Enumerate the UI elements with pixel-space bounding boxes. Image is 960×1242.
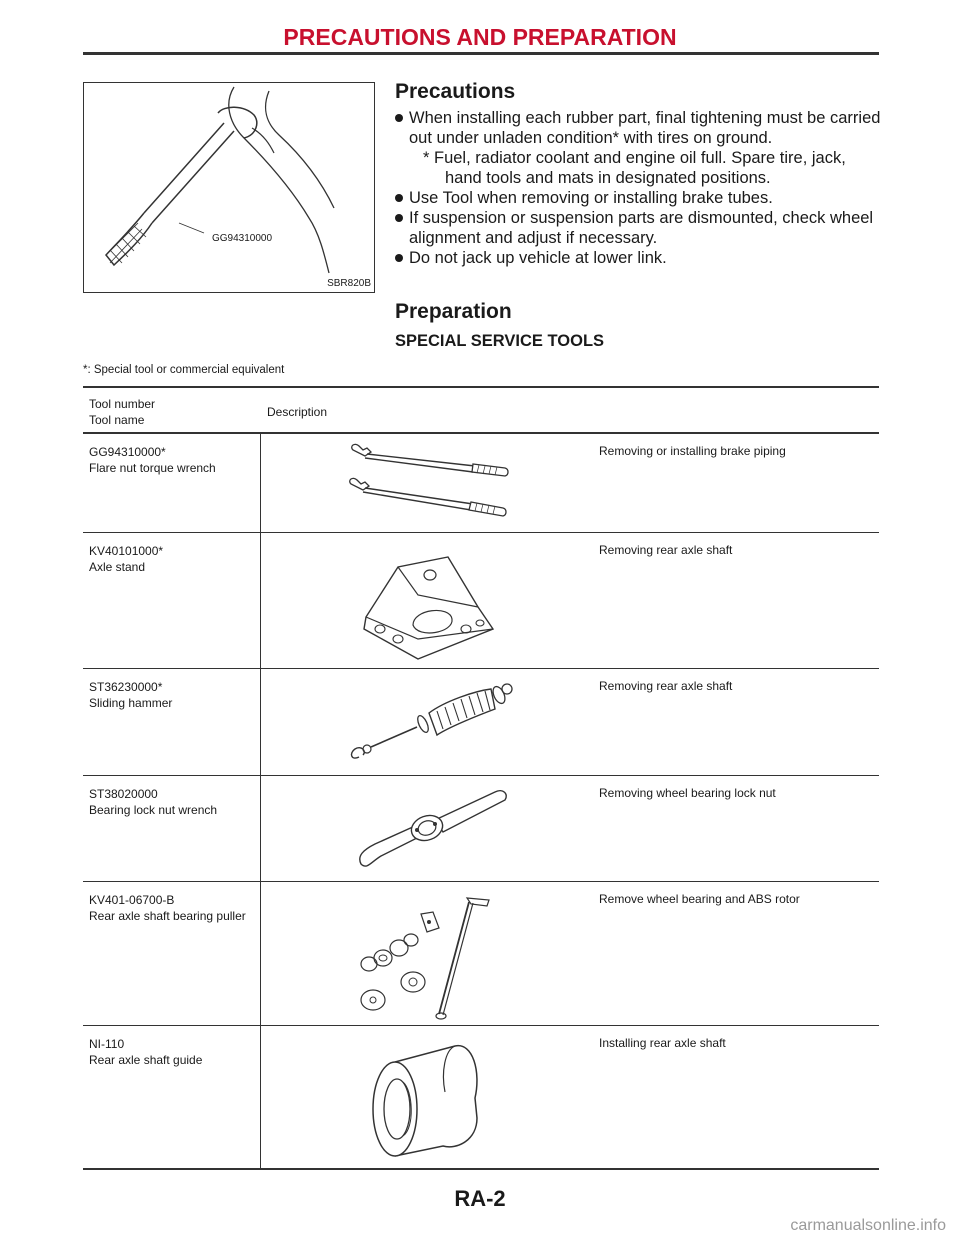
shaft-guide-icon — [365, 1042, 485, 1162]
preparation-heading: Preparation — [395, 300, 512, 323]
tool-cell — [89, 444, 257, 476]
precaution-text: If suspension or suspension parts are dismounted, check wheel alignment and adjust if necessary. — [409, 209, 874, 247]
table-top-rule — [83, 386, 879, 388]
precaution-text: Do not jack up vehicle at lower link. — [409, 249, 667, 267]
table-row — [83, 533, 879, 669]
tool-name: Sliding hammer — [89, 696, 173, 710]
tool-description: Remove wheel bearing and ABS rotor — [599, 892, 800, 906]
special-tools-note: *: Special tool or commercial equivalent — [83, 364, 285, 376]
list-item — [395, 188, 885, 208]
precaution-note: * Fuel, radiator coolant and engine oil full. Spare tire, jack, hand tools and mats in designated positions. — [423, 149, 846, 187]
figure-callout: GG94310000 — [212, 233, 273, 244]
bullet-icon — [395, 194, 403, 202]
bullet-icon — [395, 214, 403, 222]
tool-description: Installing rear axle shaft — [599, 1036, 726, 1050]
column-header-tool-number: Tool number — [89, 397, 156, 411]
tool-cell — [89, 679, 257, 711]
table-bottom-rule — [83, 1168, 879, 1170]
precautions-heading: Precautions — [395, 80, 516, 103]
tool-cell — [89, 543, 257, 575]
tool-description: Removing wheel bearing lock nut — [599, 786, 776, 800]
page-header: PRECAUTIONS AND PREPARATION — [283, 24, 677, 50]
list-item — [395, 108, 885, 148]
tool-cell — [89, 1036, 257, 1068]
tool-name: Flare nut torque wrench — [89, 461, 216, 475]
torque-wrench-figure — [83, 82, 375, 293]
table-row — [83, 882, 879, 1026]
tool-description: Removing rear axle shaft — [599, 679, 733, 693]
list-item — [395, 248, 885, 268]
tool-name: Rear axle shaft guide — [89, 1053, 203, 1067]
tool-number: KV401-06700-B — [89, 893, 175, 907]
tool-cell — [89, 892, 257, 924]
special-tools-heading: SPECIAL SERVICE TOOLS — [395, 332, 605, 350]
watermark: carmanualsonline.info — [790, 1217, 946, 1234]
bearing-puller-icon — [355, 894, 505, 1022]
tool-name: Rear axle shaft bearing puller — [89, 909, 246, 923]
tool-number: ST36230000* — [89, 680, 163, 694]
precautions-list — [395, 108, 885, 268]
bullet-icon — [395, 114, 403, 122]
precaution-text: When installing each rubber part, final tightening must be carried out under unladen condition* with tires on ground. — [409, 109, 881, 147]
column-header-tool — [89, 396, 155, 428]
precaution-text: Use Tool when removing or installing brake tubes. — [409, 189, 773, 207]
figure-id: SBR820B — [327, 278, 371, 289]
tool-name: Bearing lock nut wrench — [89, 803, 218, 817]
table-row — [83, 669, 879, 776]
sliding-hammer-icon — [345, 679, 515, 771]
tool-number: KV40101000* — [89, 544, 164, 558]
bullet-icon — [395, 254, 403, 262]
tool-name: Axle stand — [89, 560, 146, 574]
table-row — [83, 776, 879, 882]
tool-description: Removing rear axle shaft — [599, 543, 733, 557]
table-row — [83, 1026, 879, 1168]
special-tools-table — [83, 386, 879, 1171]
page-number: RA-2 — [454, 1186, 506, 1211]
tool-cell — [89, 786, 257, 818]
list-item — [395, 208, 885, 248]
tool-number: ST38020000 — [89, 787, 158, 801]
tool-description: Removing or installing brake piping — [599, 444, 786, 458]
tool-number: GG94310000* — [89, 445, 166, 459]
axle-stand-icon — [358, 547, 498, 665]
lock-nut-wrench-icon — [355, 784, 515, 876]
table-row — [83, 434, 879, 533]
column-header-tool-name: Tool name — [89, 413, 145, 427]
header-rule — [83, 52, 879, 55]
tool-number: NI-110 — [89, 1037, 125, 1051]
torque-wrench-icon — [345, 442, 517, 522]
torque-wrench-illustration-icon — [84, 83, 376, 294]
column-header-description: Description — [267, 405, 328, 419]
